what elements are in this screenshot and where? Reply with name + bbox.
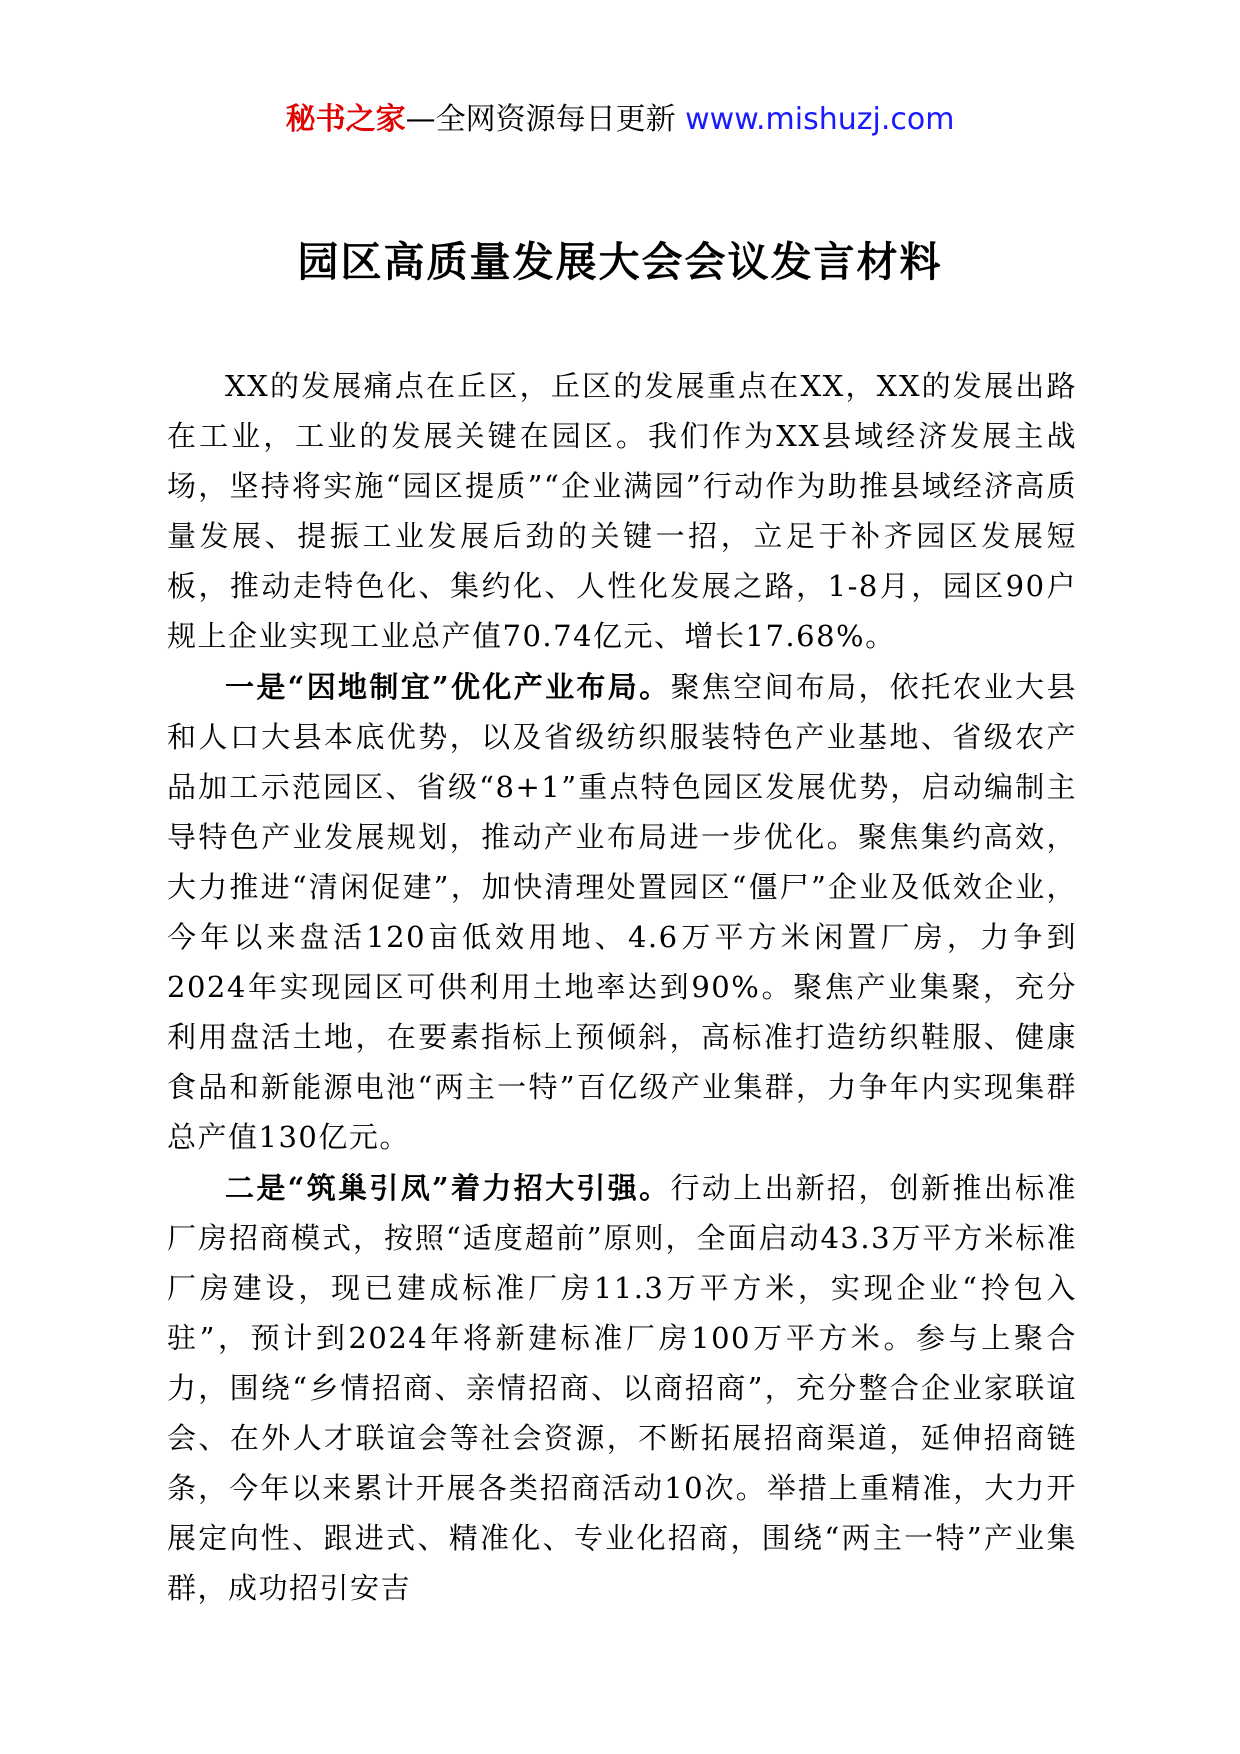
paragraph-text: 行动上出新招，创新推出标准厂房招商模式，按照“适度超前”原则，全面启动43.3万平方米标准厂房建设，现已建成标准厂房11.3万平方米，实现企业“拎包入驻”，预计到2024年将新建标准厂房100万平方米。参与上聚合力，围绕“乡情招商、亲情招商、以商招商”，充分整合企业家联谊会、在外人才联谊会等社会资源，不断拓展招商渠道，延伸招商链条，今年以来累计开展各类招商活动10次。举措上重精准，大力开展定向性、跟进式、精准化、专业化招商，围绕“两主一特”产业集群，成功招引安吉 bbox=[167, 1170, 1077, 1606]
site-url[interactable]: www.mishuzj.com bbox=[685, 102, 955, 137]
paragraph-point-one bbox=[167, 662, 1077, 1163]
header-slogan: —全网资源每日更新 bbox=[405, 102, 676, 137]
paragraph-point-two bbox=[167, 1163, 1077, 1614]
paragraph-lead: 二是“筑巢引凤”着力招大引强。 bbox=[225, 1170, 671, 1205]
paragraph-text: XX的发展痛点在丘区，丘区的发展重点在XX，XX的发展出路在工业，工业的发展关键在园区。我们作为XX县域经济发展主战场，坚持将实施“园区提质”“企业满园”行动作为助推县域经济高质量发展、提振工业发展后劲的关键一招，立足于补齐园区发展短板，推动走特色化、集约化、人性化发展之路，1-8月，园区90户规上企业实现工业总产值70.74亿元、增长17.68%。 bbox=[167, 369, 1077, 654]
brand-name: 秘书之家 bbox=[285, 102, 406, 137]
paragraph-intro bbox=[167, 361, 1077, 662]
paragraph-lead: 一是“因地制宜”优化产业布局。 bbox=[225, 669, 671, 704]
document-title: 园区高质量发展大会会议发言材料 bbox=[297, 238, 943, 286]
paragraph-text: 聚焦空间布局，依托农业大县和人口大县本底优势，以及省级纺织服装特色产业基地、省级农产品加工示范园区、省级“8+1”重点特色园区发展优势，启动编制主导特色产业发展规划，推动产业布局进一步优化。聚焦集约高效，大力推进“清闲促建”，加快清理处置园区“僵尸”企业及低效企业，今年以来盘活120亩低效用地、4.6万平方米闲置厂房，力争到2024年实现园区可供利用土地率达到90%。聚焦产业集聚，充分利用盘活土地，在要素指标上预倾斜，高标准打造纺织鞋服、健康食品和新能源电池“两主一特”百亿级产业集群，力争年内实现集群总产值130亿元。 bbox=[167, 669, 1077, 1155]
document-body bbox=[167, 361, 1077, 1613]
site-header bbox=[0, 98, 1240, 142]
